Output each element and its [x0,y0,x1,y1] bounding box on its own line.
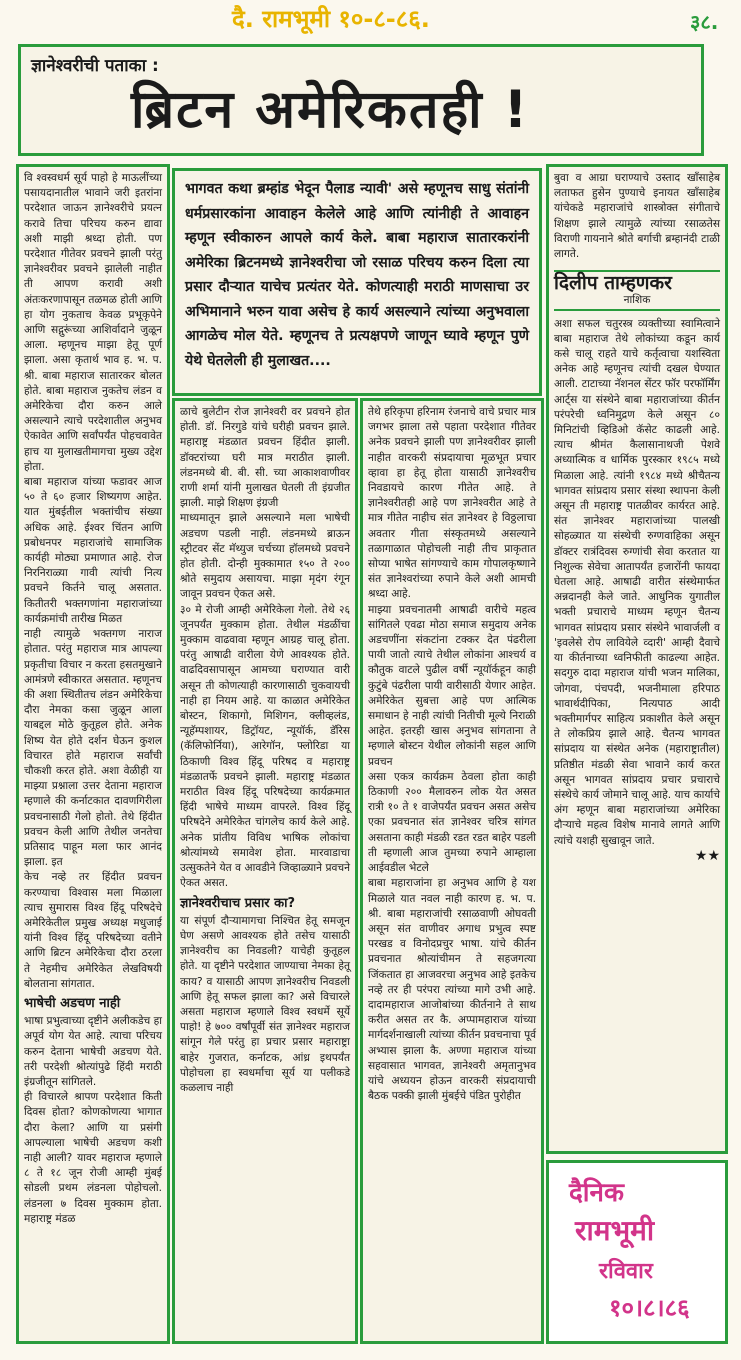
byline-author: दिलीप ताम्हणकर [554,270,720,291]
col1-para-3: नाही त्यामुळे भक्तगण नाराज होतात. परंतु महाराज मात्र आपल्या प्रकृतीचा विचार न करता हसतमुखाने आमंत्रणे स्वीकारत असतात. म्हणूनच की अशा स्थितीतच लंडन अमेरिकेचा दौरा नेमका कसा जुळून आला याबद्दल मोठे कुतूहल होते. अनेक शिष्य येत होते दर्शन घेऊन कुशल विचारत होते महाराज सर्वांची चौकशी करत होते. अशा वेळीही या माझ्या प्रश्नाला उत्तर देताना महाराज म्हणाले की कर्नाटकात दावणगिरीला प्रवचनासाठी गेलो होतो. तेथे हिंदीत प्रवचन केली आणि तेथील जनतेचा प्रतिसाद पाहून मला फार आनंद झाला. इत [24,628,162,869]
column-2 [172,398,358,1344]
col2-para-3: ३० मे रोजी आम्ही अमेरिकेला गेलो. तेथे २६ जूनपर्यंत मुक्काम होता. तेथील मंडळींचा मुक्काम वाढवावा म्हणून आग्रह चालू होता. परंतु आषाढी वारीला येणे आवश्यक होते. वाढदिवसापासून आमच्या घराण्यात वारी असून ती कोणत्याही कारणासाठी चुकवायची नाही हा नियम आहे. या काळात अमेरिकेत बोस्टन, शिकागो, मिशिगन, क्लीव्हलंड, न्यूहॅम्पशायर, डिट्रॉयट, न्यूयॉर्क, डॅरिस (कॅलिफोर्निया), आरेगॉन, फ्लोरिडा या ठिकाणी विश्व हिंदू परिषद व महाराष्ट्र मंडळातर्फे प्रवचने झाली. महाराष्ट्र मंडळात मराठीत विश्व हिंदू परिषदेच्या कार्यक्रमात हिंदी भाषेचे माध्यम वापरले. विश्व हिंदू परिषदेने अमेरिकेत चांगलेच कार्य केले आहे. अनेक प्रांतीय विविध भाषिक लोकांचा श्रोत्यांमध्ये समावेश होता. मारवाडाचा उत्सुकतेने येत व आवडीने जिव्हाळ्याने प्रवचने ऐकत असत. [180,603,350,890]
col2-para-4: या संपूर्ण दौऱ्यामागचा निश्चित हेतू समजून घेण असणे आवश्यक होते तसेच यासाठी ज्ञानेश्वरीच का निवडली? याचेही कुतूहल होते. या दृष्टीने परदेशात जाण्याचा नेमका हेतू काय? व यासाठी आपण ज्ञानेश्वरीच निवडली आणि हेतू सफल झाला का? असे विचारले असता महाराज म्हणाले विश्व स्वधर्मे सूर्ये पाहो! हे ७०० वर्षांपूर्वी संत ज्ञानेश्वर महाराज सांगून गेले परंतु हा प्रचार प्रसार महाराष्ट्रा बाहेर गुजरात, कर्नाटक, आंध्र इथपर्यंत पोहोचला हा स्वधर्माचा सूर्य या पलीकडे कळलाच नाही [180,914,350,1094]
col1-para-5: भाषा प्रभुत्वाच्या दृष्टीने अलीकडेच हा अपूर्व योग येत आहे. त्याचा परिचय करुन देताना भाषेची अडचण येते. तरी परदेशी श्रोत्यांपुढे हिंदी मराठी इंग्रजीतून सांगितले. [24,1015,162,1088]
col1-para-6: ही विचारले श्रापण परदेशात किती दिवस होता? कोणकोणत्या भागात दौरा केला? आणि या प्रसंगी आपल्याला भाषेची अडचण कशी नाही आली? यावर महाराज म्हणाले ८ ते १८ जून रोजी आम्ही मुंबई सोडली प्रथम लंडनला पोहोचलो. लंडनला ७ दिवस मुक्काम होता. महाराष्ट्र मंडळ [24,1091,162,1225]
column-3 [360,398,544,1344]
page-number: ३८. [690,10,719,34]
stamp-line-4: १०।८।८६ [609,1294,690,1322]
newspaper-stamp [546,1160,728,1344]
end-stars: ★★ [694,847,720,864]
headline-box [18,44,704,156]
byline-place: नाशिक [554,293,720,310]
col1-para-2: बाबा महाराज यांच्या फडावर आज ५० ते ६० हजार शिष्यगण आहेत. यात मुंबईतील भक्तांचीच संख्या अधिक आहे. ईश्वर चिंतन आणि प्रबोधनपर महाराजांचे सामाजिक कार्यही मोठ्या प्रमाणात आहे. रोज निरनिराळ्या गावी त्यांची नित्य प्रवचने किर्तने चालू असतात. कितीतरी भक्तगणांना महाराजांच्या कार्यक्रमांची तारीख मिळत [24,476,162,625]
column-1 [16,164,170,1344]
col3-para-2: माझ्या प्रवचनातमी आषाढी वारीचे महत्व सांगितले एवढा मोठा समाज समुदाय अनेक अडचणींना संकटांना टक्कर देत पंढरीला पायी जातो त्याचे तेथील लोकांना आश्चर्य व कौतुक वाटले पुढील वर्षी न्यूयॉर्कहून काही कुटुंबे पंढरीला पायी वारीसाठी येणार आहेत. अमेरिकेत सुबत्ता आहे पण आत्मिक समाधान हे नाही त्यांची नितीची मूल्ये निराळी आहेत. इतरही खास अनुभव सांगताना ते म्हणाले बोस्टन येथील लोकांनी सहल आणि प्रवचन [368,603,536,768]
stamp-line-2: रामभूमी [575,1214,655,1247]
col2-para-2: माध्यमातून झाले असल्याने मला भाषेची अडचण पडली नाही. लंडनमध्ये ब्राऊन स्ट्रीटवर सेंट मॅथ्युज चर्चच्या हॉलमध्ये प्रवचने होत होती. दोन्ही मुक्कामात १५० ते २०० श्रोते समुदाय असायचा. माझा मृदंग रंगून जावून प्रवचन ऐकत असे. [180,512,350,601]
col3-para-1: तेथे हरिकृपा हरिनाम रंजनाचे वाचे प्रचार मात्र जगभर झाला तसे पहाता परदेशात गीतेवर अनेक प्रवचने झाली पण ज्ञानेश्वरीवर झाली नाहीत वारकरी संप्रदायाचा मूळभूत प्रचार व्हावा हा हेतू होता यासाठी ज्ञानेश्वरीच निवडायचे कारण गीतेत आहे. ते ज्ञानेश्वरीतही आहे पण ज्ञानेश्वरीत आहे ते मात्र गीतेत नाहीच संत ज्ञानेश्वर हे विठ्ठलाचा अवतार गीता संस्कृतमध्ये असल्याने तळागाळात पोहोचली नाही तीच प्राकृतात सोप्या भाषेत सांगण्याचे काम गोपालकृष्णाने संत ज्ञानेश्वरांच्या रुपाने केले अशी आमची श्रध्दा आहे. [368,406,536,601]
headline-title: ब्रिटन अमेरिकतही ! [131,80,530,140]
handwritten-source-note: दै. रामभूमी १०-८-८६. [232,5,430,33]
headline-kicker: ज्ञानेश्वरीची पताका : [31,56,159,76]
col1-para-4: केच नव्हे तर हिंदीत प्रवचन करण्याचा विश्वास मला मिळाला त्याच सुमारास विश्व हिंदू परिषदेचे अमेरिकेतील प्रमुख अध्यक्ष मधुजाई यांनी विश्व हिंदू परिषदेच्या वतीने आणि ब्रिटन अमेरिकेचा दौरा ठरला ते नेहमीच अमेरिकेत लेखविषयी बोलताना सांगतात. [24,871,162,990]
col2-para-1: ळाचे बुलेटीन रोज ज्ञानेश्वरी वर प्रवचने होत होती. डॉ. निरगुडे यांचे घरीही प्रवचन झाले. महाराष्ट्र मंडळात प्रवचन हिंदीत झाली. डॉक्टरांच्या घरी मात्र मराठीत झाली. लंडनमध्ये बी. बी. सी. च्या आकाशवाणीवर राणी शर्मा यांनी मुलाखत घेतली ती इंग्रजीत झाली. माझे शिक्षण इंग्रजी [180,406,350,510]
stamp-line-3: रविवार [599,1259,653,1284]
col4-para-2: अशा सफल चतुरस्त्र व्यक्तीच्या स्वामित्वाने बाबा महाराज तेथे लोकांच्या कडून कार्य कसे चालू राहते याचे कर्तृत्वाचा यशस्विता अनेक आहे म्हणूनच त्यांची दखल घेण्यात आली. टाटाच्या नॅशनल सेंटर फॉर परफॉर्मिंग आर्ट्स या संस्थेने बाबा महाराजांच्या कीर्तन परंपरेची ध्वनिमुद्रण केले असून ८० मिनिटांची व्हिडिओ कॅसेट काढली आहे. त्याच श्रीमंत कैलासानाथजी पेशवे अध्यात्मिक व धार्मिक पुरस्कार १९८५ मध्ये मिळाला आहे. त्यांनी १९८४ मध्ये श्रीचैतन्य भागवत सांप्रदाय प्रसार संस्था स्थापना केली असून ती महाराष्ट्र पातळीवर कार्यरत आहे. संत ज्ञानेश्वर महाराजांच्या पालखी सोहळ्यात या संस्थेची रुग्णवाहिका असून डॉक्टर रात्रंदिवस रुग्णांची सेवा करतात या निशुल्क सेवेचा आतापर्यंत हजारोंनी फायदा घेतला आहे. आषाढी वारीत संस्थेमार्फत अन्नदानही केले जाते. आधुनिक युगातील भक्ती प्रचाराचे माध्यम म्हणून चैतन्य भागवत सांप्रदाय प्रसार संस्थेने भावार्जली व 'इवलेसे रोप लावियेले व्दारी' आम्ही दैवाचे या कीर्तनाच्या ध्वनिफीती काढल्या आहेत. सदगुरु दादा महाराज यांची भजन मालिका, जोगवा, पंचपदी, भजनीमाला हरिपाठ भावार्थदीपिका, नित्यपाठ आदी भक्तीमार्गपर साहित्य प्रकाशीत केले असून ते लोकप्रिय झाले आहे. चैतन्य भागवत सांप्रदाय या संस्थेत अनेक (महाराष्ट्रातील) प्रतिष्ठीत मंडळी सेवा भावाने कार्य करत असून भागवत सांप्रदाय प्रचार प्रचाराचे संस्थेचे कार्य जोमाने चालू आहे. याच कार्याचे अंग म्हणून बाबा महाराजांच्या अमेरिका दौऱ्याचे महत्व विशेष मानावे लागते आणि त्यांचे यशही सुखावून जाते. [554,317,720,847]
col3-para-4: बाबा महाराजांना हा अनुभव आणि हे यश मिळाले यात नवल नाही कारण ह. भ. प. श्री. बाबा महाराजांची रसाळवाणी ओघवती असून संत वाणीवर अगाध प्रभुत्व स्पष्ट परखड व विनोदप्रचुर भाषा. यांचे कीर्तन प्रवचनात श्रोत्यांचीमन ते सहजगत्या जिंकतात हा आजवरचा अनुभव आहे इतकेच नव्हे तर ही परंपरा त्यांच्या मागे उभी आहे. दादामहाराज आजोबांच्या कीर्तनाने ते साथ करीत असत तर कै. अप्पामहाराज यांच्या मार्गदर्शनाखाली त्यांच्या कीर्तन प्रवचनाचा पूर्व अभ्यास झाला कै. अण्णा महाराज यांच्या सहवासात भागवत, ज्ञानेश्वरी अमृतानुभव यांचे अध्ययन होऊन वारकरी संप्रदायाची बैठक पक्की झाली मुंबईचे पंडित पुरोहीत [368,877,536,1103]
col1-para-1: वि श्वस्वधर्म सूर्य पाहो हे माऊलींच्या पसायदानातील भावाने जरी इतरांना परदेशात जाऊन ज्ञानेश्वरीचे प्रयत्न करावे तिचा परिचय करुन द्यावा अशी माझी श्रध्दा होती. पण परदेशात गीतेवर प्रवचने झाली परंतु ज्ञानेश्वरीवर प्रवचने झालेली नाहीत ती आपण करावी अशी अंतःकरणापासून तळमळ होती आणि हा योग नुकताच केवळ प्रभूकृपेने आणि सद्गुरूंच्या आशिर्वादाने जुळून आला. म्हणूनच माझा हेतू पूर्ण झाला. असा कृतार्थ भाव ह. भ. प. श्री. बाबा महाराज सातारकर बोलत होते. बाबा महाराज नुकतेच लंडन व अमेरिकेचा दौरा करुन आले असल्याने त्याचे परदेशातील अनुभव ऐकावेत आणि सर्वांपर्यंत पोहचवावेत हाच या मुलाखतीमागचा मुख्य उद्देश होता. [24,172,162,473]
intro-paragraph: भागवत कथा ब्रम्हांड भेदून पैलाड न्यावी' असे म्हणूनच साधु संतांनी धर्मप्रसारकांना आवाहन केलेले आहे आणि त्यांनीही ते आवाहन म्हणून स्वीकारुन आपले कार्य केले. बाबा महाराज सातारकरांनी अमेरिका ब्रिटनमध्ये ज्ञानेश्वरीचा जो रसाळ परिचय करुन दिला त्या प्रसार दौऱ्यात याचेच प्रत्यंतर येते. कोणत्याही मराठी माणसाचा उर अभिमानाने भरुन यावा असेच हे कार्य असल्याने त्यांच्या अनुभवाला आगळेच मोल येते. म्हणूनच ते प्रत्यक्षपणे जाणून घ्यावे म्हणून पुणे येथे घेतलेली ही मुलाखत.... [172,168,542,396]
col1-subheading: भाषेची अडचण नाही [24,995,121,1011]
col3-para-3: असा एकत्र कार्यक्रम ठेवला होता काही ठिकाणी २०० मैलावरुन लोक येत असत रात्री १० ते १ वाजेपर्यंत प्रवचन असत असेच एका प्रवचनात संत ज्ञानेश्वर चरित्र सांगत असताना काही मंडळी रडत रडत बाहेर पडली ती म्हणाली आज तुमच्या रुपाने आम्हाला आईवडील भेटले [368,770,536,875]
column-4 [546,164,728,1154]
col2-subheading: ज्ञानेश्वरीचाच प्रसार का? [180,895,296,911]
stamp-line-1: दैनिक [569,1178,624,1208]
col4-para-1: बुवा व आग्रा घराण्याचे उस्ताद खाँसाहेब लताफत हुसेन पुण्याचे इनायत खाँसाहेब यांचेकडे महाराजांचे शास्त्रोक्त संगीताचे शिक्षण झाले त्यामुळे त्यांच्या रसाळतेस विराणी गायनाने श्रोते बर्गाची ब्रम्हानंदी टाळी लागते. [554,172,720,261]
